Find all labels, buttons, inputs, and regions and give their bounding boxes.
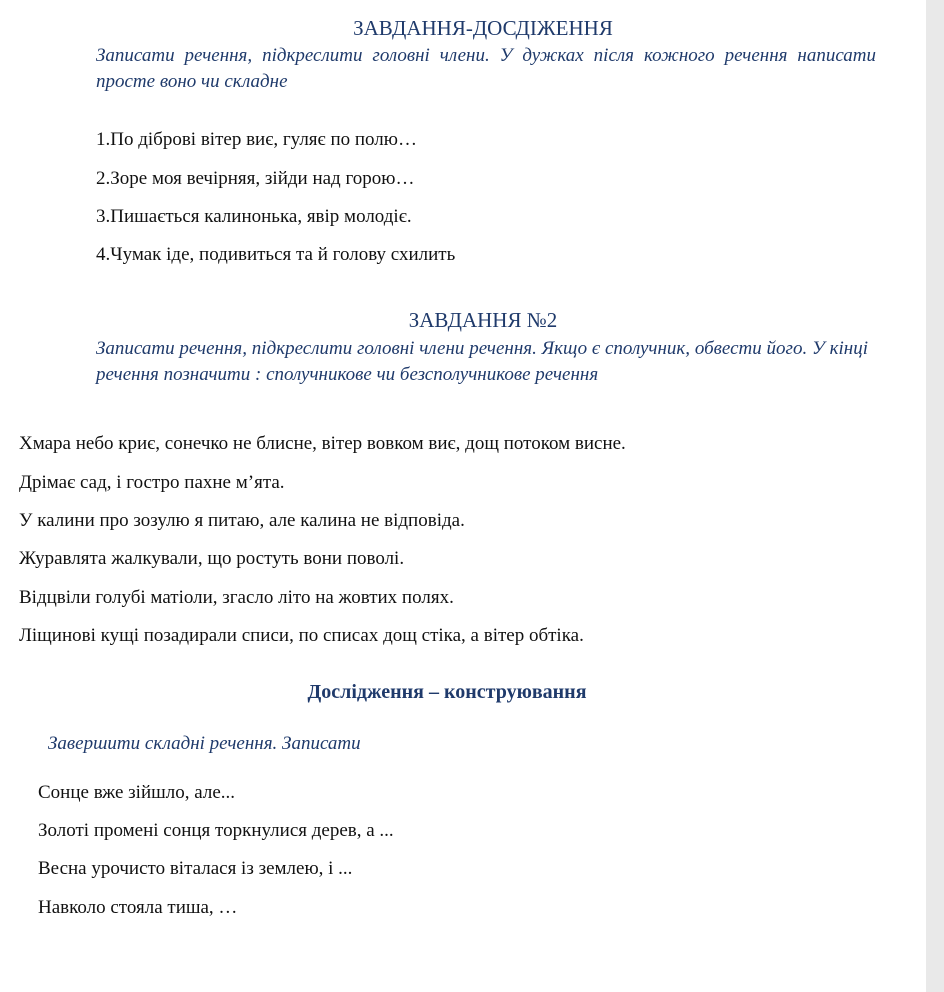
task1-sentence-4: 4.Чумак іде, подивиться та й голову схилить xyxy=(96,244,456,265)
task2-instruction: Записати речення, підкреслити головні члени речення. Якщо є сполучник, обвести його. У кінці речення позначити : сполучникове чи безсполучникове речення xyxy=(96,338,868,385)
task1-sentence-2: 2.Зоре моя вечірняя, зійди над горою… xyxy=(96,168,415,189)
task2-sentence-3: У калини про зозулю я питаю, але калина не відповіда. xyxy=(19,510,465,531)
task1-title: ЗАВДАННЯ-ДОСДІЖЕННЯ xyxy=(353,16,613,40)
task2-sentence-5: Відцвіли голубі матіоли, згасло літо на жовтих полях. xyxy=(19,587,454,608)
viewer-side-gutter xyxy=(926,0,944,992)
task1-sentence-1: 1.По діброві вітер виє, гуляє по полю… xyxy=(96,129,417,150)
task3-sentence-3: Весна урочисто віталася із землею, і ... xyxy=(38,858,353,879)
task3-sentence-1: Сонце вже зійшло, але... xyxy=(38,782,236,803)
task3-sentence-4: Навколо стояла тиша, … xyxy=(38,897,238,918)
task1-instruction: Записати речення, підкреслити головні члени. У дужках після кожного речення написати просте воно чи складне xyxy=(96,45,876,92)
task2-title: ЗАВДАННЯ №2 xyxy=(408,308,558,332)
task3-instruction: Завершити складні речення. Записати xyxy=(48,733,361,754)
task1-sentence-3: 3.Пишається калинонька, явір молодіє. xyxy=(96,206,412,227)
task2-sentence-6: Ліщинові кущі позадирали списи, по списах дощ стіка, а вітер обтіка. xyxy=(19,625,584,646)
task2-sentence-4: Журавлята жалкували, що ростуть вони поволі. xyxy=(19,548,405,569)
task2-sentence-1: Хмара небо криє, сонечко не блисне, вітер вовком виє, дощ потоком висне. xyxy=(19,433,626,454)
task3-sentence-2: Золоті промені сонця торкнулися дерев, а ... xyxy=(38,820,394,841)
task3-title: Дослідження – конструювання xyxy=(307,681,587,703)
task2-sentence-2: Дрімає сад, і гостро пахне м’ята. xyxy=(19,472,285,493)
